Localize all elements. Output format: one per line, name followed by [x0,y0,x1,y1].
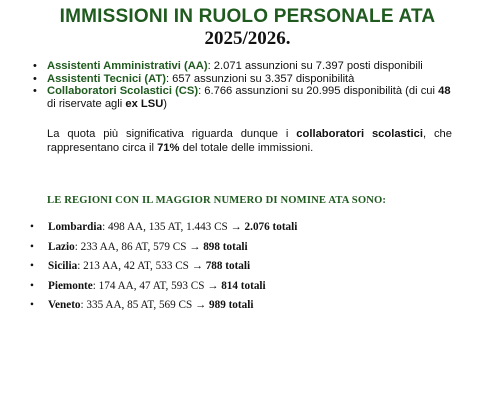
summary-item-text: di riservate agli [47,97,126,110]
summary-item-label: Collaboratori Scolastici (CS) [47,85,199,98]
region-detail: : 335 AA, 85 AT, 569 CS → [80,299,209,312]
summary-item-aa [33,60,453,73]
summary-item-text: 2.071 assunzioni su 7.397 posti disponibili [210,60,423,72]
region-detail: : 498 AA, 135 AT, 1.443 CS → [102,221,245,233]
region-detail: : 174 AA, 47 AT, 593 CS → [92,279,222,292]
region-name: Lazio [48,240,75,253]
region-item-veneto [30,296,470,316]
regions-list [30,218,470,316]
summary-item-label: Assistenti Amministrativi (AA) [47,60,208,72]
regions-heading: LE REGIONI CON IL MAGGIOR NUMERO DI NOMINE ATA SONO: [47,195,387,206]
region-total: 2.076 totali [244,221,298,233]
summary-paragraph [47,127,452,155]
summary-list [33,60,453,110]
page-title: IMMISSIONI IN RUOLO PERSONALE ATA [59,6,436,27]
region-name: Veneto [48,299,81,312]
region-name: Piemonte [48,279,93,292]
region-item-lombardia [30,218,470,238]
summary-item-sep: : [198,85,202,98]
ex-lsu-label: ex LSU [125,97,164,110]
reserved-count: 48 [438,85,451,98]
summary-item-text: 6.766 assunzioni su 20.995 disponibilità (di cui [201,85,439,98]
summary-item-at [33,73,453,86]
paragraph-text: , che rappresentano circa il [47,128,452,154]
summary-item-sep: : [165,72,170,85]
region-detail: : 213 AA, 42 AT, 533 CS → [77,260,206,273]
region-total: 814 totali [221,279,266,292]
region-name: Lombardia [48,221,103,233]
paragraph-percentage: 71% [157,142,180,154]
page-subtitle-year: 2025/2026. [204,28,291,49]
region-total: 788 totali [205,260,251,273]
region-item-sicilia [30,257,470,277]
summary-item-sep: : [207,60,211,72]
region-name: Sicilia [48,260,78,273]
summary-item-text: ) [163,97,168,110]
paragraph-highlight: collaboratori scolastici [296,128,423,140]
paragraph-text: La quota più significativa riguarda dunque i [47,128,297,140]
region-item-lazio [30,238,470,258]
region-total: 989 totali [209,299,254,312]
region-item-piemonte [30,277,470,297]
summary-item-cs [33,85,453,110]
summary-item-label: Assistenti Tecnici (AT) [47,72,166,85]
paragraph-text: del totale delle immissioni. [179,142,314,154]
region-total: 898 totali [203,240,248,253]
region-detail: : 233 AA, 86 AT, 579 CS → [74,240,204,253]
summary-item-text: 657 assunzioni su 3.357 disponibilità [169,72,355,85]
